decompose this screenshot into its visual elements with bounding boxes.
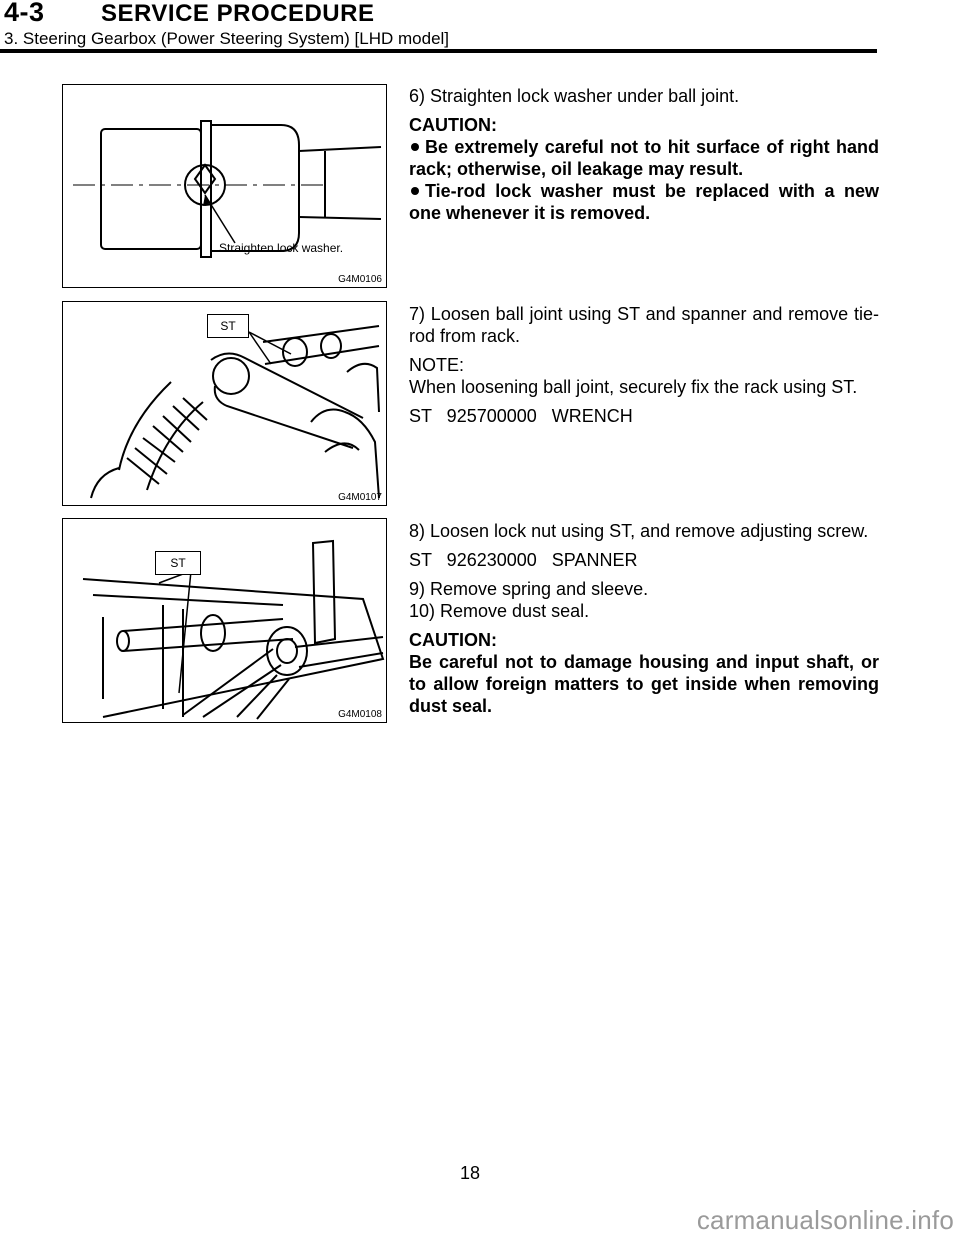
section-number: 4-3 [4,0,45,27]
note-text: When loosening ball joint, securely fix the rack using ST. [409,377,858,397]
figure-code: G4M0107 [338,492,382,503]
caution-heading: CAUTION: [409,630,497,650]
header-rule [0,49,877,53]
page-number: 18 [459,1163,481,1183]
caution-item: Tie-rod lock washer must be replaced with a new one whenever it is removed. [409,181,879,223]
caution-item: Be extremely careful not to hit surface of right hand rack; otherwise, oil leakage may result. [409,137,879,179]
caution-heading: CAUTION: [409,115,497,135]
figure-callout-label: Straighten lock washer. [219,241,344,255]
note-heading: NOTE: [409,355,465,375]
step-8-text: 8) Loosen lock nut using ST, and remove adjusting screw. [409,521,869,541]
bullet-icon [411,143,419,151]
figure-code: G4M0108 [338,709,382,720]
figure-code: G4M0106 [338,274,382,285]
step-6-text: 6) Straighten lock washer under ball joint. [409,86,740,106]
page-title: SERVICE PROCEDURE [101,0,375,27]
lock-washer-illustration [63,85,388,289]
step-7-block [409,303,879,434]
tool-spec: ST 926230000 SPANNER [409,550,638,570]
step-9-text: 9) Remove spring and sleeve. [409,579,649,599]
step-7-text: 7) Loosen ball joint using ST and spanner and remove tie-rod from rack. [409,304,879,346]
caution-text: Be careful not to damage housing and input shaft, or to allow foreign matters to get inside when removing dust seal. [409,652,879,716]
st-callout-box: ST [155,551,201,575]
step-8-block [409,520,879,724]
st-callout-box: ST [207,314,249,338]
figure-lock-nut [62,518,387,723]
figure-lock-washer [62,84,387,288]
bullet-icon [411,187,419,195]
watermark: carmanualsonline.info [696,1205,954,1235]
tool-spec: ST 925700000 WRENCH [409,406,633,426]
step-10-text: 10) Remove dust seal. [409,601,590,621]
figure-ball-joint [62,301,387,506]
step-6-block [409,85,879,224]
page-subtitle: 3. Steering Gearbox (Power Steering System) [LHD model] [4,29,450,48]
lock-nut-illustration [63,519,388,724]
